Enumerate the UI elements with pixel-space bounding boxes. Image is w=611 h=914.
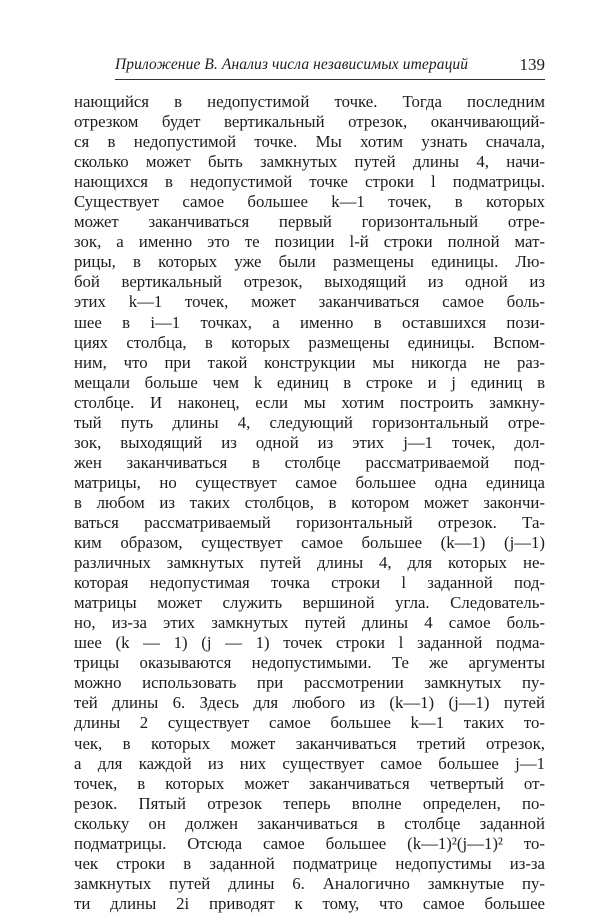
running-header — [115, 56, 545, 80]
text-line: ним, что при такой конструкции мы никогда не раз- — [74, 352, 545, 372]
text-line: Существует самое большее k—1 точек, в которых — [74, 192, 545, 212]
text-line: длины 2 существует самое большее k—1 таких то- — [74, 713, 545, 733]
text-line: ким образом, существует самое большее (k—1) (j—1) — [74, 533, 545, 553]
text-line: этих k—1 точек, может заканчиваться самое боль- — [74, 292, 545, 312]
text-line: а для каждой из них существует самое большее j—1 — [74, 753, 545, 773]
text-line: скольку он должен заканчиваться в столбце заданной — [74, 813, 545, 833]
text-line: тый путь длины 4, следующий горизонтальный отре- — [74, 412, 545, 432]
text-line: трицы оказываются недопустимыми. Те же аргументы — [74, 653, 545, 673]
text-line: резок. Пятый отрезок теперь вполне определен, по- — [74, 793, 545, 813]
text-line: чек, в которых может заканчиваться третий отрезок, — [74, 733, 545, 753]
text-line: жен заканчиваться в столбце рассматриваемой под- — [74, 452, 545, 472]
text-line: зок, а именно это те позиции l-й строки полной мат- — [74, 232, 545, 252]
text-line: нающихся в недопустимой точке строки l подматрицы. — [74, 172, 545, 192]
text-line: ти длины 2i приводят к тому, что самое большее — [74, 893, 545, 913]
page-number: 139 — [519, 55, 545, 74]
text-line: циях столбца, в которых размещены единицы. Вспом- — [74, 332, 545, 352]
text-line: шее в i—1 точках, а именно в оставшихся пози- — [74, 312, 545, 332]
text-line: подматрицы. Отсюда самое большее (k—1)²(j—1)² то- — [74, 833, 545, 853]
text-line: нающийся в недопустимой точке. Тогда последним — [74, 92, 545, 111]
text-line: ся в недопустимой точке. Мы хотим узнать сначала, — [74, 132, 545, 152]
text-line: чек строки в заданной подматрице недопустимы из-за — [74, 853, 545, 873]
header-rule — [115, 79, 545, 80]
text-line: может заканчиваться первый горизонтальный отре- — [74, 212, 545, 232]
text-line: которая недопустимая точка строки l заданной под- — [74, 573, 545, 593]
text-line: матрицы может служить вершиной угла. Следователь- — [74, 593, 545, 613]
text-line: замкнутых путей длины 6. Аналогично замкнутые пу- — [74, 873, 545, 893]
text-line: можно использовать при рассмотрении замкнутых пу- — [74, 673, 545, 693]
text-line: точек, в которых может заканчиваться четвертый от- — [74, 773, 545, 793]
text-line: тей длины 6. Здесь для любого из (k—1) (j—1) путей — [74, 693, 545, 713]
text-line: в любом из таких столбцов, в котором может закончи- — [74, 492, 545, 512]
text-line: отрезком будет вертикальный отрезок, оканчивающий- — [74, 112, 545, 132]
text-line: шее (k — 1) (j — 1) точек строки l заданной подма- — [74, 633, 545, 653]
text-line: рицы, в которых уже были размещены единицы. Лю- — [74, 252, 545, 272]
text-line: но, из-за этих замкнутых путей длины 4 самое боль- — [74, 613, 545, 633]
text-line: различных замкнутых путей длины 4, для которых не- — [74, 553, 545, 573]
text-line: матрицы, но существует самое большее одна единица — [74, 472, 545, 492]
text-line: ваться рассматриваемый горизонтальный отрезок. Та- — [74, 512, 545, 532]
text-line: бой вертикальный отрезок, выходящий из одной из — [74, 272, 545, 292]
text-line: столбце. И наконец, если мы хотим построить замкну- — [74, 392, 545, 412]
text-line: мещали больше чем k единиц в строке и j единиц в — [74, 372, 545, 392]
body-text — [74, 92, 545, 914]
text-line: сколько может быть замкнутых путей длины 4, начи- — [74, 152, 545, 172]
running-header-title: Приложение В. Анализ числа независимых итераций — [115, 56, 469, 73]
text-line: зок, выходящий из одной из этих j—1 точек, дол- — [74, 432, 545, 452]
